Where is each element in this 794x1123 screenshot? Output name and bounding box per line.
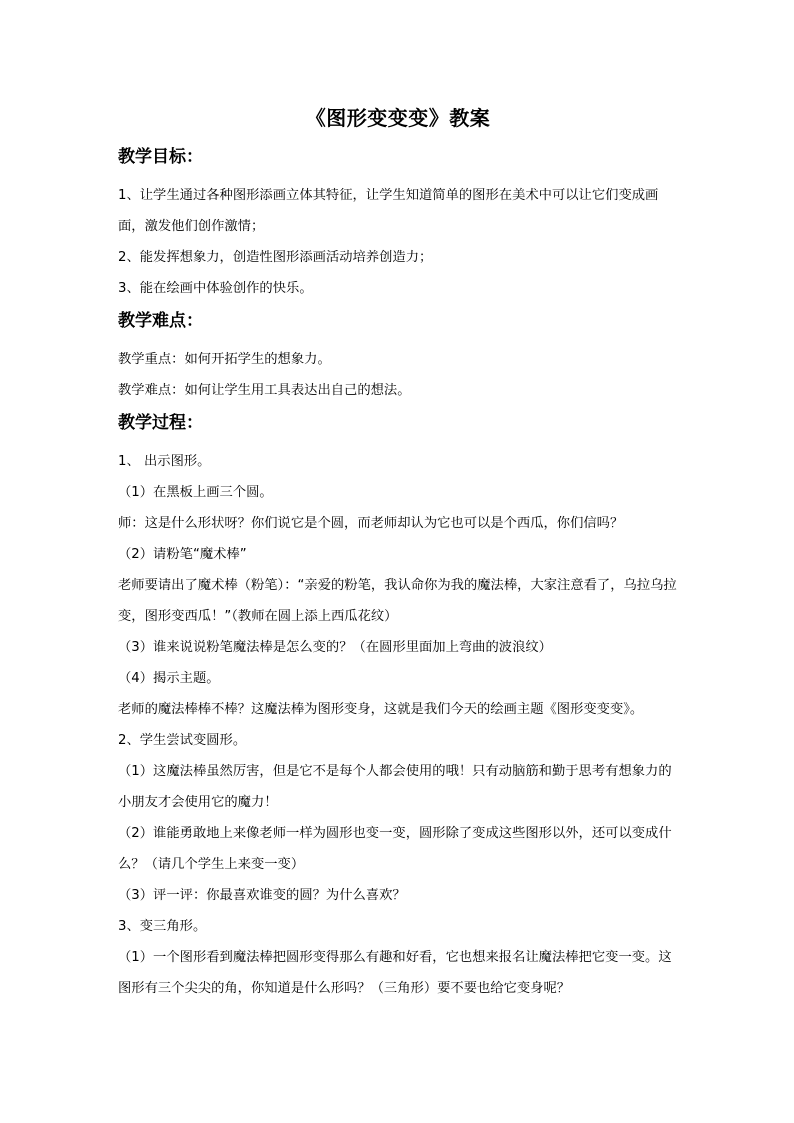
process-item: （3）谁来说说粉笔魔法棒是怎么变的？（在圆形里面加上弯曲的波浪纹） — [118, 640, 552, 655]
process-item: （2）谁能勇敢地上来像老师一样为圆形也变一变，圆形除了变成这些图形以外，还可以变成什么？（请几个学生上来变一变） — [118, 826, 672, 872]
goal-item: 3、能在绘画中体验创作的快乐。 — [118, 281, 313, 296]
goal-item: 1、让学生通过各种图形添画立体其特征，让学生知道简单的图形在美术中可以让它们变成画面，激发他们创作激情； — [118, 188, 659, 234]
goals-list — [118, 180, 678, 304]
process-item: 1、 出示图形。 — [118, 454, 211, 469]
process-item: 师：这是什么形状呀？你们说它是个圆，而老师却认为它也可以是个西瓜，你们信吗？ — [118, 516, 624, 531]
document-page — [118, 100, 678, 1006]
process-item: （1）在黑板上画三个圆。 — [118, 485, 273, 500]
document-title: 《图形变变变》教案 — [305, 106, 491, 130]
heading-process: 教学过程： — [118, 413, 203, 433]
process-item: 老师要请出了魔术棒（粉笔）：“亲爱的粉笔，我认命你为我的魔法棒，大家注意看了，乌拉乌拉变，图形变西瓜！”（教师在圆上添上西瓜花纹） — [118, 578, 677, 624]
process-item: 3、变三角形。 — [118, 919, 207, 934]
heading-difficulty: 教学难点： — [118, 311, 203, 331]
process-item: （2）请粉笔“魔术棒” — [118, 547, 247, 562]
process-item: 2、学生尝试变圆形。 — [118, 733, 247, 748]
process-item: 老师的魔法棒棒不棒？这魔法棒为图形变身，这就是我们今天的绘画主题《图形变变变》。 — [118, 702, 644, 717]
process-item: （1）一个图形看到魔法棒把圆形变得那么有趣和好看，它也想来报名让魔法棒把它变一变。这图形有三个尖尖的角，你知道是什么形吗？（三角形）要不要也给它变身呢？ — [118, 950, 672, 996]
process-item: （1）这魔法棒虽然厉害，但是它不是每个人都会使用的哦！只有动脑筋和勤于思考有想象力的小朋友才会使用它的魔力！ — [118, 764, 672, 810]
heading-goals: 教学目标： — [118, 147, 203, 167]
difficulty-list — [118, 344, 678, 406]
difficulty-item: 教学难点：如何让学生用工具表达出自己的想法。 — [118, 383, 411, 398]
process-item: （3）评一评：你最喜欢谁变的圆？为什么喜欢？ — [118, 888, 406, 903]
process-item: （4）揭示主题。 — [118, 671, 220, 686]
process-list — [118, 446, 678, 1004]
difficulty-item: 教学重点：如何开拓学生的想象力。 — [118, 352, 331, 367]
goal-item: 2、能发挥想象力，创造性图形添画活动培养创造力； — [118, 250, 433, 265]
